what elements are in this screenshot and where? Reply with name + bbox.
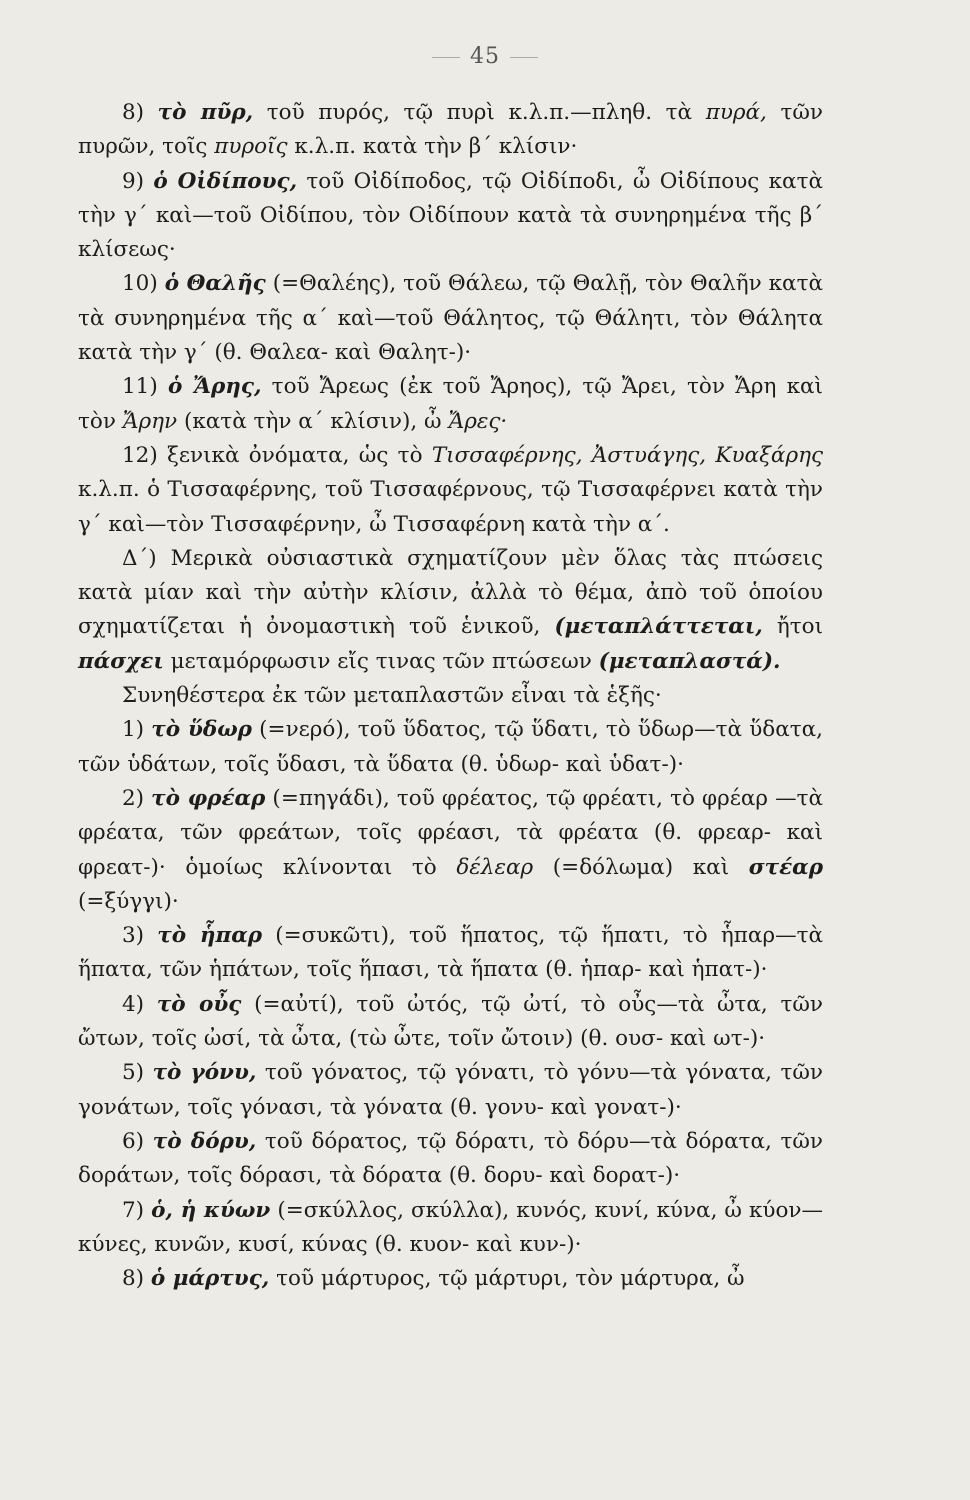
text-run: (=αὐτί), τοῦ ὠτός, τῷ ὠτί, τὸ οὖς—τὰ ὦτα, τῶν ὤτων, τοῖς ὠσί, τὰ ὦτα, (τὼ ὦτε, τοῖν ὤτοιν) (θ. ουσ- καὶ ωτ-)· bbox=[78, 991, 823, 1052]
text-run: (=συκῶτι), τοῦ ἥπατος, τῷ ἥπατι, τὸ ἧπαρ—τὰ ἥπατα, τῶν ἡπάτων, τοῖς ἥπασι, τὰ ἥπατα (θ. ἡπαρ- καὶ ἡπατ-)· bbox=[78, 923, 823, 983]
emphasized-term: ὁ μάρτυς, bbox=[150, 1266, 270, 1292]
paragraph-p9 bbox=[78, 165, 823, 268]
emphasized-term: τὸ πῦρ, bbox=[157, 100, 254, 125]
text-run: τοῦ Ἄρεως (ἐκ τοῦ Ἄρηος), τῷ Ἄρει, τὸν Ἄρη καὶ τὸν bbox=[78, 374, 823, 434]
emphasized-term: (μεταπλάττεται, bbox=[554, 614, 763, 640]
paragraph-q4 bbox=[78, 988, 823, 1057]
text-run: 5) bbox=[122, 1060, 153, 1086]
text-run: Συνηθέστερα ἐκ τῶν μεταπλαστῶν εἶναι τὰ ἑξῆς· bbox=[122, 683, 662, 709]
emphasized-term: τὸ φρέαρ bbox=[151, 785, 266, 811]
emphasized-term: ὁ Θαλῆς bbox=[164, 271, 266, 297]
text-run: (=σκύλλος, σκύλλα), κυνός, κυνί, κύνα, ὦ κύον—κύνες, κυνῶν, κυσί, κύνας (θ. κυον- καὶ κυν-)· bbox=[78, 1197, 823, 1257]
paragraph-pD bbox=[78, 542, 823, 679]
emphasized-term: τὸ ὕδωρ bbox=[151, 717, 252, 743]
text-run: 9) bbox=[122, 168, 154, 194]
emphasized-term: δέλεαρ bbox=[456, 854, 534, 880]
text-run: (=πηγάδι), τοῦ φρέατος, τῷ φρέατι, τὸ φρέαρ —τὰ φρέατα, τῶν φρεάτων, τοῖς φρέασι, τὰ φρέατα (θ. φρεαρ- καὶ φρεατ-)· ὁμοίως κλίνονται τὸ bbox=[78, 785, 823, 880]
emphasized-term: Ἄρην bbox=[122, 408, 178, 434]
body-text bbox=[78, 96, 823, 1296]
text-run: 3) bbox=[122, 923, 158, 949]
text-run: (κατὰ τὴν α΄ κλίσιν), ὦ bbox=[177, 408, 449, 434]
text-run: κ.λ.π. κατὰ τὴν β΄ κλίσιν· bbox=[287, 134, 578, 160]
emphasized-term: πυρά, bbox=[705, 100, 767, 125]
paragraph-q7 bbox=[78, 1194, 823, 1263]
emphasized-term: ὁ Ἄρης, bbox=[167, 374, 262, 400]
text-run: τῶν πυρῶν, τοῖς bbox=[78, 100, 823, 160]
text-run: 11) bbox=[122, 374, 168, 400]
text-run: Δ΄) Μερικὰ οὐσιαστικὰ σχηματίζουν μὲν ὅλας τὰς πτώσεις κατὰ μίαν καὶ τὴν αὐτὴν κλίσιν, ἀλλὰ τὸ θέμα, ἀπὸ τοῦ ὁποίου σχηματίζεται ἡ ὀνομαστικὴ τοῦ ἑνικοῦ, bbox=[78, 545, 823, 640]
text-run: 10) bbox=[122, 271, 165, 297]
emphasized-term: στέαρ bbox=[748, 854, 823, 880]
page-number: 45 bbox=[0, 44, 970, 69]
emphasized-term: Ἄρες· bbox=[448, 408, 508, 434]
text-run: 4) bbox=[122, 991, 157, 1017]
emphasized-term: πάσχει bbox=[78, 648, 164, 674]
paragraph-p10 bbox=[78, 267, 823, 370]
text-run: τοῦ μάρτυρος, τῷ μάρτυρι, τὸν μάρτυρα, ὦ bbox=[269, 1266, 745, 1292]
text-run: 8) bbox=[122, 100, 158, 125]
paragraph-q3 bbox=[78, 919, 823, 988]
text-run: 2) bbox=[122, 785, 152, 811]
text-run: (=νερό), τοῦ ὕδατος, τῷ ὕδατι, τὸ ὕδωρ—τὰ ὕδατα, τῶν ὑδάτων, τοῖς ὕδασι, τὰ ὕδατα (θ. ὑδωρ- καὶ ὑδατ-)· bbox=[78, 717, 823, 777]
text-run: 12) ξενικὰ ὀνόματα, ὡς τὸ bbox=[122, 442, 432, 468]
emphasized-term: τὸ οὖς bbox=[156, 991, 242, 1017]
text-run: τοῦ δόρατος, τῷ δόρατι, τὸ δόρυ—τὰ δόρατα, τῶν δοράτων, τοῖς δόρασι, τὰ δόρατα (θ. δορυ- καὶ δορατ-)· bbox=[78, 1128, 823, 1189]
emphasized-term: τὸ δόρυ, bbox=[152, 1128, 257, 1154]
paragraph-q2 bbox=[78, 782, 823, 919]
paragraph-q1 bbox=[78, 713, 823, 782]
paragraph-q5 bbox=[78, 1056, 823, 1125]
text-run: 6) bbox=[122, 1128, 153, 1154]
text-run: μεταμόρφωσιν εἴς τινας τῶν πτώσεων bbox=[163, 648, 599, 674]
emphasized-term: Τισσαφέρνης, Ἀστυάγης, Κυαξάρης bbox=[431, 442, 824, 468]
paragraph-q6 bbox=[78, 1125, 823, 1194]
text-run: 7) bbox=[122, 1197, 152, 1223]
text-run: κ.λ.π. ὁ Τισσαφέρνης, τοῦ Τισσαφέρνους, τῷ Τισσαφέρνει κατὰ τὴν γ΄ καὶ—τὸν Τισσαφέρνην, ὦ Τισσαφέρνη κατὰ τὴν α΄. bbox=[78, 477, 823, 537]
paragraph-pS bbox=[78, 679, 823, 713]
text-run: ἤτοι bbox=[762, 614, 823, 640]
emphasized-term: (μεταπλαστά). bbox=[598, 648, 781, 674]
text-run: τοῦ Οἰδίποδος, τῷ Οἰδίποδι, ὦ Οἰδίπους κατὰ τὴν γ΄ καὶ—τοῦ Οἰδίπου, τὸν Οἰδίπουν κατὰ τὰ συνηρημένα τῆς β΄ κλίσεως· bbox=[78, 168, 823, 263]
paragraph-p8 bbox=[78, 96, 823, 165]
emphasized-term: τὸ γόνυ, bbox=[152, 1060, 257, 1086]
text-run: 1) bbox=[122, 717, 152, 743]
text-run: τοῦ γόνατος, τῷ γόνατι, τὸ γόνυ—τὰ γόνατα, τῶν γονάτων, τοῖς γόνασι, τὰ γόνατα (θ. γονυ- καὶ γονατ-)· bbox=[78, 1060, 823, 1120]
paragraph-p11 bbox=[78, 370, 823, 439]
emphasized-term: ὁ Οἰδίπους, bbox=[153, 168, 298, 194]
text-run: (=Θαλέης), τοῦ Θάλεω, τῷ Θαλῇ, τὸν Θαλῆν κατὰ τὰ συνηρημένα τῆς α΄ καὶ—τοῦ Θάλητος, τῷ Θάλητι, τὸν Θάλητα κατὰ τὴν γ΄ (θ. Θαλεα- καὶ Θαλητ-)· bbox=[78, 271, 823, 366]
paragraph-p12 bbox=[78, 439, 823, 542]
emphasized-term: ὁ, ἡ κύων bbox=[151, 1197, 271, 1223]
text-run: (=δόλωμα) καὶ bbox=[533, 854, 749, 880]
text-run: τοῦ πυρός, τῷ πυρὶ κ.λ.π.—πληθ. τὰ bbox=[253, 100, 706, 125]
emphasized-term: τὸ ἧπαρ bbox=[157, 923, 263, 949]
text-run: 8) bbox=[122, 1266, 151, 1292]
paragraph-q8 bbox=[78, 1262, 823, 1296]
text-run: (=ξύγγι)· bbox=[78, 888, 179, 914]
emphasized-term: πυροῖς bbox=[214, 134, 288, 160]
